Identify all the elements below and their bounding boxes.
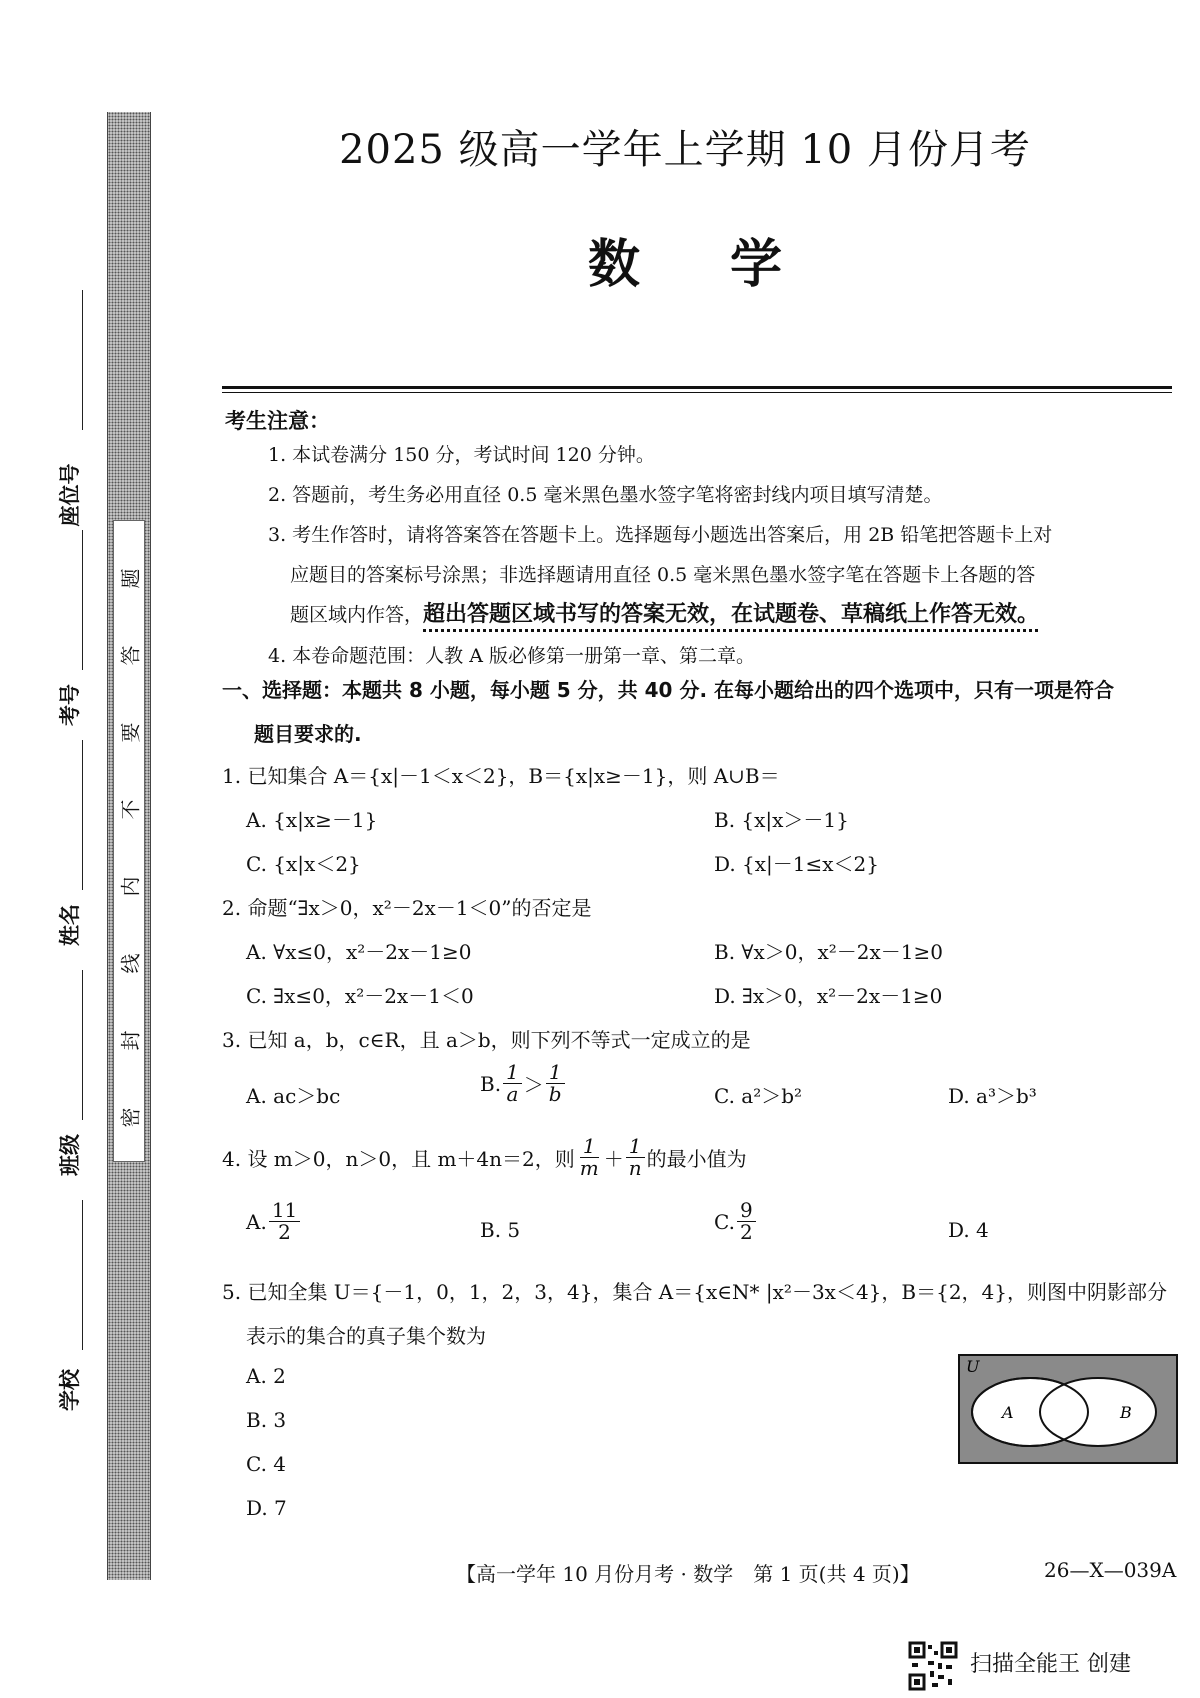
field-label-class: 班级 <box>58 1134 82 1176</box>
notice-plain-text: 题区域内作答， <box>290 604 424 626</box>
school-write-line[interactable] <box>82 1200 83 1350</box>
question-1-stem: 1. 已知集合 A＝{x|－1＜x＜2}，B＝{x|x≥－1}，则 A∪B＝ <box>222 764 780 788</box>
seal-char: 密 <box>118 1107 143 1128</box>
q3-option-b-prefix: B. <box>480 1071 502 1096</box>
q4-c-frac <box>737 1200 756 1243</box>
frac-den: a <box>506 1082 519 1106</box>
question-4-stem <box>222 1136 747 1179</box>
q4-option-c[interactable] <box>714 1200 758 1243</box>
q4-frac-1 <box>577 1136 602 1179</box>
q4-option-b[interactable]: B. 5 <box>480 1218 521 1242</box>
name-write-line[interactable] <box>82 740 83 890</box>
q3-frac-1 <box>503 1062 522 1105</box>
frac-den: b <box>548 1082 562 1106</box>
notice-item-3-cont: 应题目的答案标号涂黑；非选择题请用直径 0.5 毫米黑色墨水签字笔在答题卡上各题的答 <box>290 564 1036 586</box>
section-heading <box>222 668 1182 756</box>
q4-stem-post: 的最小值为 <box>646 1147 747 1171</box>
field-label-name: 姓名 <box>58 904 82 946</box>
exam-no-write-line[interactable] <box>82 530 83 670</box>
q1-option-c[interactable]: C. {x|x＜2} <box>246 852 361 876</box>
section-heading-line2: 题目要求的. <box>254 722 362 746</box>
paper-code: 26—X—039A <box>1044 1558 1177 1582</box>
q3-option-a[interactable]: A. ac＞bc <box>246 1084 341 1108</box>
q4-op: ＋ <box>603 1147 624 1171</box>
venn-label-u: U <box>966 1357 980 1376</box>
frac-den: 2 <box>278 1220 291 1244</box>
frac-den: 2 <box>739 1220 753 1244</box>
frac-num: 1 <box>626 1136 645 1158</box>
q5-option-c[interactable]: C. 4 <box>246 1452 287 1476</box>
q4-frac-2 <box>626 1136 645 1179</box>
q2-option-d[interactable]: D. ∃x＞0，x²－2x－1≥0 <box>714 984 943 1008</box>
q4-option-c-prefix: C. <box>714 1209 735 1234</box>
section-heading-line1: 一、选择题：本题共 8 小题，每小题 5 分，共 40 分. 在每小题给出的四个选项中，只有一项是符合 <box>222 678 1115 702</box>
q3-option-b[interactable] <box>480 1062 567 1105</box>
seal-line-box <box>113 520 145 1162</box>
notice-item-2: 2. 答题前，考生务必用直径 0.5 毫米黑色墨水签字笔将密封线内项目填写清楚。 <box>268 484 943 506</box>
question-5-stem-line2: 表示的集合的真子集个数为 <box>246 1324 486 1348</box>
venn-diagram <box>958 1354 1178 1464</box>
frac-num: 11 <box>269 1200 300 1222</box>
field-label-exam-no: 考号 <box>58 684 82 726</box>
q1-option-d[interactable]: D. {x|－1≤x＜2} <box>714 852 879 876</box>
scanner-watermark: 扫描全能王 创建 <box>970 1652 1131 1677</box>
q3-op: ＞ <box>523 1073 544 1097</box>
q2-option-b[interactable]: B. ∀x＞0，x²－2x－1≥0 <box>714 940 943 964</box>
q5-option-d[interactable]: D. 7 <box>246 1496 287 1520</box>
frac-den: n <box>628 1156 642 1180</box>
seal-char: 题 <box>118 568 143 589</box>
notice-item-3-cont2 <box>290 595 1039 635</box>
field-label-seat: 座位号 <box>58 463 82 527</box>
notice-emphasis: 超出答题区域书写的答案无效，在试题卷、草稿纸上作答无效。 <box>423 602 1040 627</box>
class-write-line[interactable] <box>82 970 83 1120</box>
seal-char: 内 <box>118 876 143 897</box>
q5-option-a[interactable]: A. 2 <box>246 1364 286 1388</box>
q3-frac-2 <box>546 1062 565 1105</box>
q4-option-a[interactable] <box>246 1200 302 1243</box>
q4-option-d[interactable]: D. 4 <box>948 1218 989 1242</box>
q4-option-a-prefix: A. <box>246 1209 267 1234</box>
notice-item-1: 1. 本试卷满分 150 分，考试时间 120 分钟。 <box>268 444 655 466</box>
notice-title: 考生注意： <box>225 409 330 433</box>
notice-item-3: 3. 考生作答时，请将答案答在答题卡上。选择题每小题选出答案后，用 2B 铅笔把答题卡上对 <box>268 524 1053 546</box>
page-footer: 【高一学年 10 月份月考 · 数学 第 1 页(共 4 页)】 <box>456 1562 920 1586</box>
q2-option-a[interactable]: A. ∀x≤0，x²－2x－1≥0 <box>246 940 472 964</box>
seal-char: 线 <box>118 953 143 974</box>
q4-a-frac <box>269 1200 300 1243</box>
q2-option-c[interactable]: C. ∃x≤0，x²－2x－1＜0 <box>246 984 474 1008</box>
question-3-stem: 3. 已知 a，b，c∈R，且 a＞b，则下列不等式一定成立的是 <box>222 1028 751 1052</box>
q5-option-b[interactable]: B. 3 <box>246 1408 287 1432</box>
q1-option-b[interactable]: B. {x|x＞－1} <box>714 808 849 832</box>
question-2-stem: 2. 命题“∃x＞0，x²－2x－1＜0”的否定是 <box>222 896 592 920</box>
frac-num: 1 <box>580 1136 599 1158</box>
q3-option-d[interactable]: D. a³＞b³ <box>948 1084 1037 1108</box>
seal-char: 要 <box>118 722 143 743</box>
frac-den: m <box>579 1156 599 1180</box>
seal-char: 不 <box>118 799 143 820</box>
q1-option-a[interactable]: A. {x|x≥－1} <box>246 808 378 832</box>
qr-code-icon <box>908 1641 958 1691</box>
seal-char: 答 <box>118 645 143 666</box>
field-label-school: 学校 <box>58 1369 82 1411</box>
seat-write-line[interactable] <box>82 290 83 430</box>
frac-num: 1 <box>503 1062 522 1084</box>
q3-option-c[interactable]: C. a²＞b² <box>714 1084 803 1108</box>
q4-stem-pre: 4. 设 m＞0，n＞0，且 m＋4n＝2，则 <box>222 1147 575 1171</box>
header-rule-thin <box>222 392 1172 393</box>
frac-num: 9 <box>737 1200 756 1222</box>
venn-set-b <box>1040 1378 1156 1446</box>
seal-char: 封 <box>118 1030 143 1051</box>
header-rule <box>222 386 1172 389</box>
subject-title: 数学 <box>587 235 872 295</box>
exam-title: 2025 级高一学年上学期 10 月份月考 <box>339 127 1031 173</box>
question-5-stem-line1: 5. 已知全集 U＝{－1，0，1，2，3，4}，集合 A＝{x∈N* |x²－3x＜4}，B＝{2，4}，则图中阴影部分 <box>222 1280 1167 1304</box>
venn-label-b: B <box>1120 1403 1132 1422</box>
frac-num: 1 <box>546 1062 565 1084</box>
notice-item-4: 4. 本卷命题范围：人教 A 版必修第一册第一章、第二章。 <box>268 645 755 667</box>
venn-label-a: A <box>1002 1403 1014 1422</box>
